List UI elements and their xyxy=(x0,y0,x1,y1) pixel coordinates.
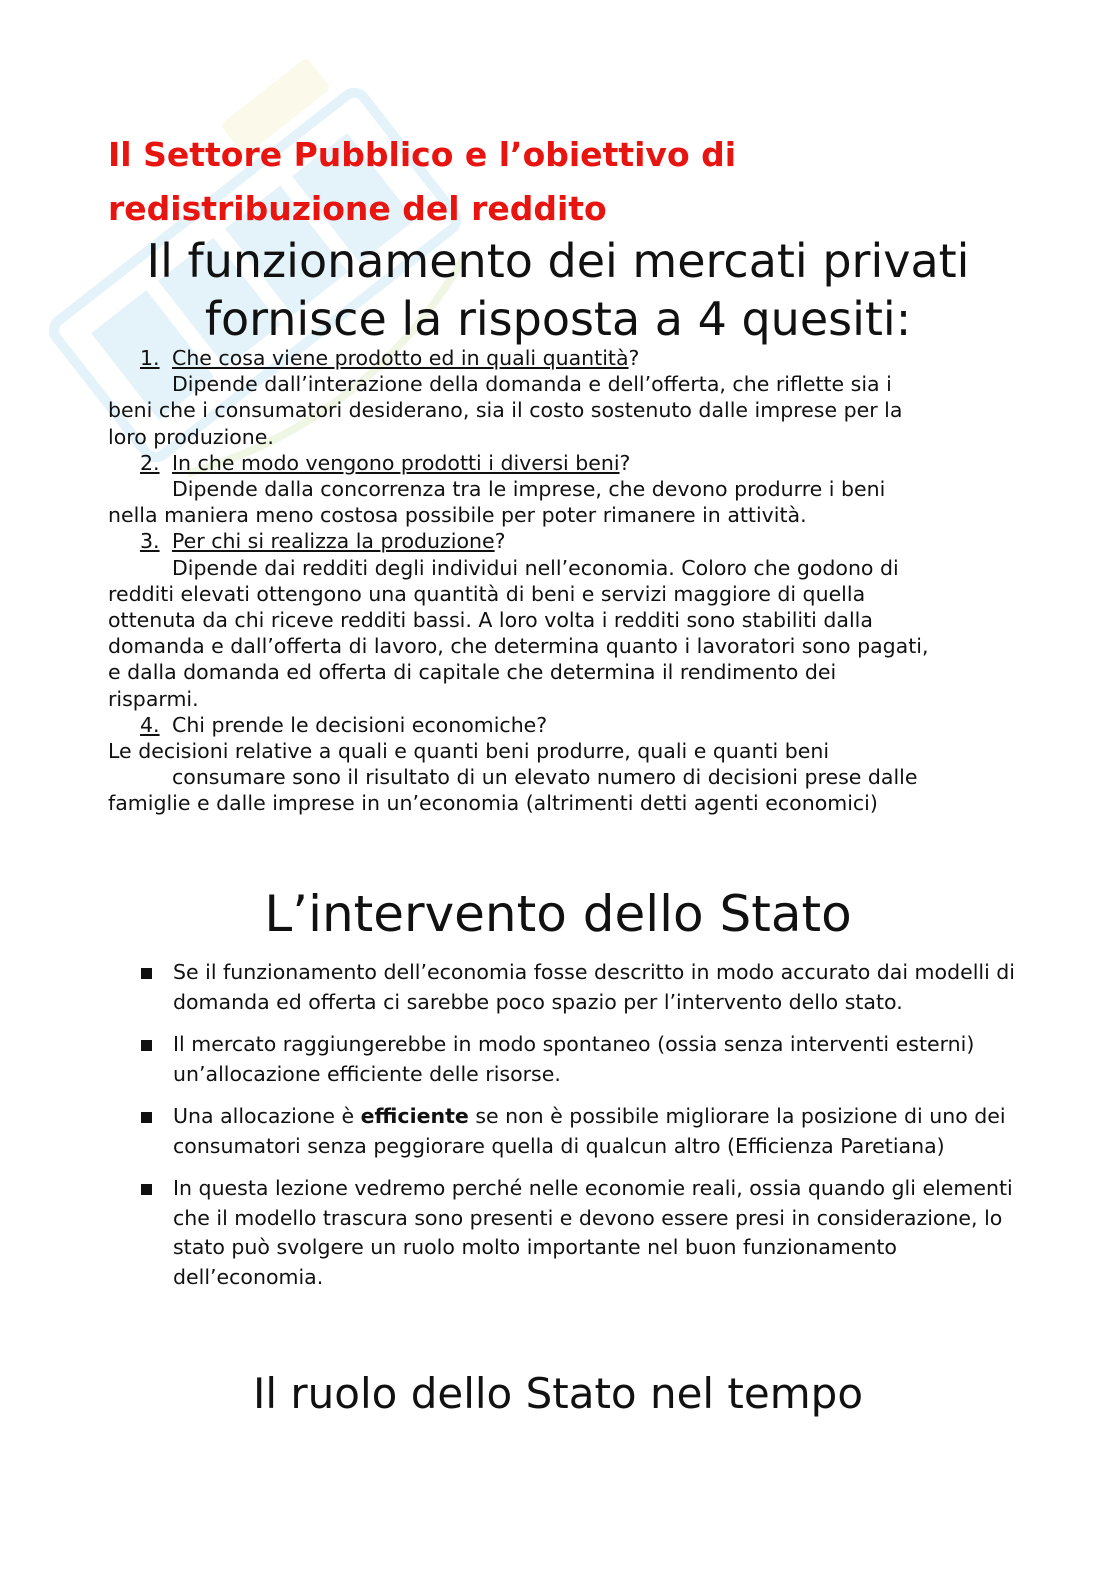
answer-3-line-3: ottenuta da chi riceve redditi bassi. A loro volta i redditi sono stabiliti dalla xyxy=(108,608,873,633)
answer-1-line-2: beni che i consumatori desiderano, sia il costo sostenuto dalle imprese per la xyxy=(108,398,903,423)
answer-4-line-1: Le decisioni relative a quali e quanti beni produrre, quali e quanti beni xyxy=(108,739,830,764)
efficiente-term: efficiente xyxy=(360,1104,469,1128)
question-2: 2. In che modo vengono prodotti i diversi beni? xyxy=(140,450,631,475)
answer-3-line-6: risparmi. xyxy=(108,686,199,711)
answer-3-line-5: e dalla domanda ed offerta di capitale che determina il rendimento dei xyxy=(108,660,837,685)
question-3: 3. Per chi si realizza la produzione? xyxy=(140,529,506,554)
answer-4-line-2: consumare sono il risultato di un elevato numero di decisioni prese dalle xyxy=(172,765,918,790)
answer-1-line-3: loro produzione. xyxy=(108,424,274,449)
bullet-square-icon xyxy=(141,1112,152,1123)
answer-2-line-2: nella maniera meno costosa possibile per poter rimanere in attività. xyxy=(108,503,807,528)
heading-line-2: fornisce la risposta a 4 quesiti: xyxy=(204,292,912,346)
question-1: 1. Che cosa viene prodotto ed in quali quantità? xyxy=(140,346,640,370)
question-4: 4. Chi prende le decisioni economiche? xyxy=(140,712,548,737)
bullet-item-3: Una allocazione è efficiente se non è possibile migliorare la posizione di uno dei consumatori senza peggiorare quella di qualcun altro (Efficienza Paretiana) xyxy=(140,1102,1020,1161)
document-title-line-1: Il Settore Pubblico e l’obiettivo di xyxy=(108,135,737,174)
heading-line-1: Il funzionamento dei mercati privati xyxy=(146,234,970,288)
bullet-item-4: In questa lezione vedremo perché nelle economie reali, ossia quando gli elementi che il modello trascura sono presenti e devono essere presi in considerazione, lo stato può svolgere un ruolo molto importante nel buon funzionamento dell’economia. xyxy=(140,1174,1020,1292)
answer-4-line-3: famiglie e dalle imprese in un’economia (altrimenti detti agenti economici) xyxy=(108,791,878,816)
bullet-list xyxy=(140,958,1020,1305)
heading-mercati-privati xyxy=(60,232,1056,348)
bullet-square-icon xyxy=(141,1040,152,1051)
document-title xyxy=(108,128,1008,236)
questions-list xyxy=(108,345,1018,817)
heading-intervento-stato: L’intervento dello Stato xyxy=(264,885,852,943)
answer-3-line-4: domanda e dall’offerta di lavoro, che determina quanto i lavoratori sono pagati, xyxy=(108,634,929,659)
answer-3-line-2: redditi elevati ottengono una quantità di beni e servizi maggiore di quella xyxy=(108,581,866,606)
bullet-square-icon xyxy=(141,1184,152,1195)
bullet-item-1: Se il funzionamento dell’economia fosse descritto in modo accurato dai modelli di domanda ed offerta ci sarebbe poco spazio per l’intervento dello stato. xyxy=(140,958,1020,1017)
answer-1-line-1: Dipende dall’interazione della domanda e dell’offerta, che riflette sia i xyxy=(172,372,892,397)
answer-3-line-1: Dipende dai redditi degli individui nell’economia. Coloro che godono di xyxy=(172,555,899,580)
heading-ruolo-stato: Il ruolo dello Stato nel tempo xyxy=(252,1369,864,1418)
document-title-line-2: redistribuzione del reddito xyxy=(108,189,607,228)
bullet-square-icon xyxy=(141,968,152,979)
answer-2-line-1: Dipende dalla concorrenza tra le imprese, che devono produrre i beni xyxy=(172,477,886,502)
bullet-item-2: Il mercato raggiungerebbe in modo spontaneo (ossia senza interventi esterni) un’allocazione efficiente delle risorse. xyxy=(140,1030,1020,1089)
